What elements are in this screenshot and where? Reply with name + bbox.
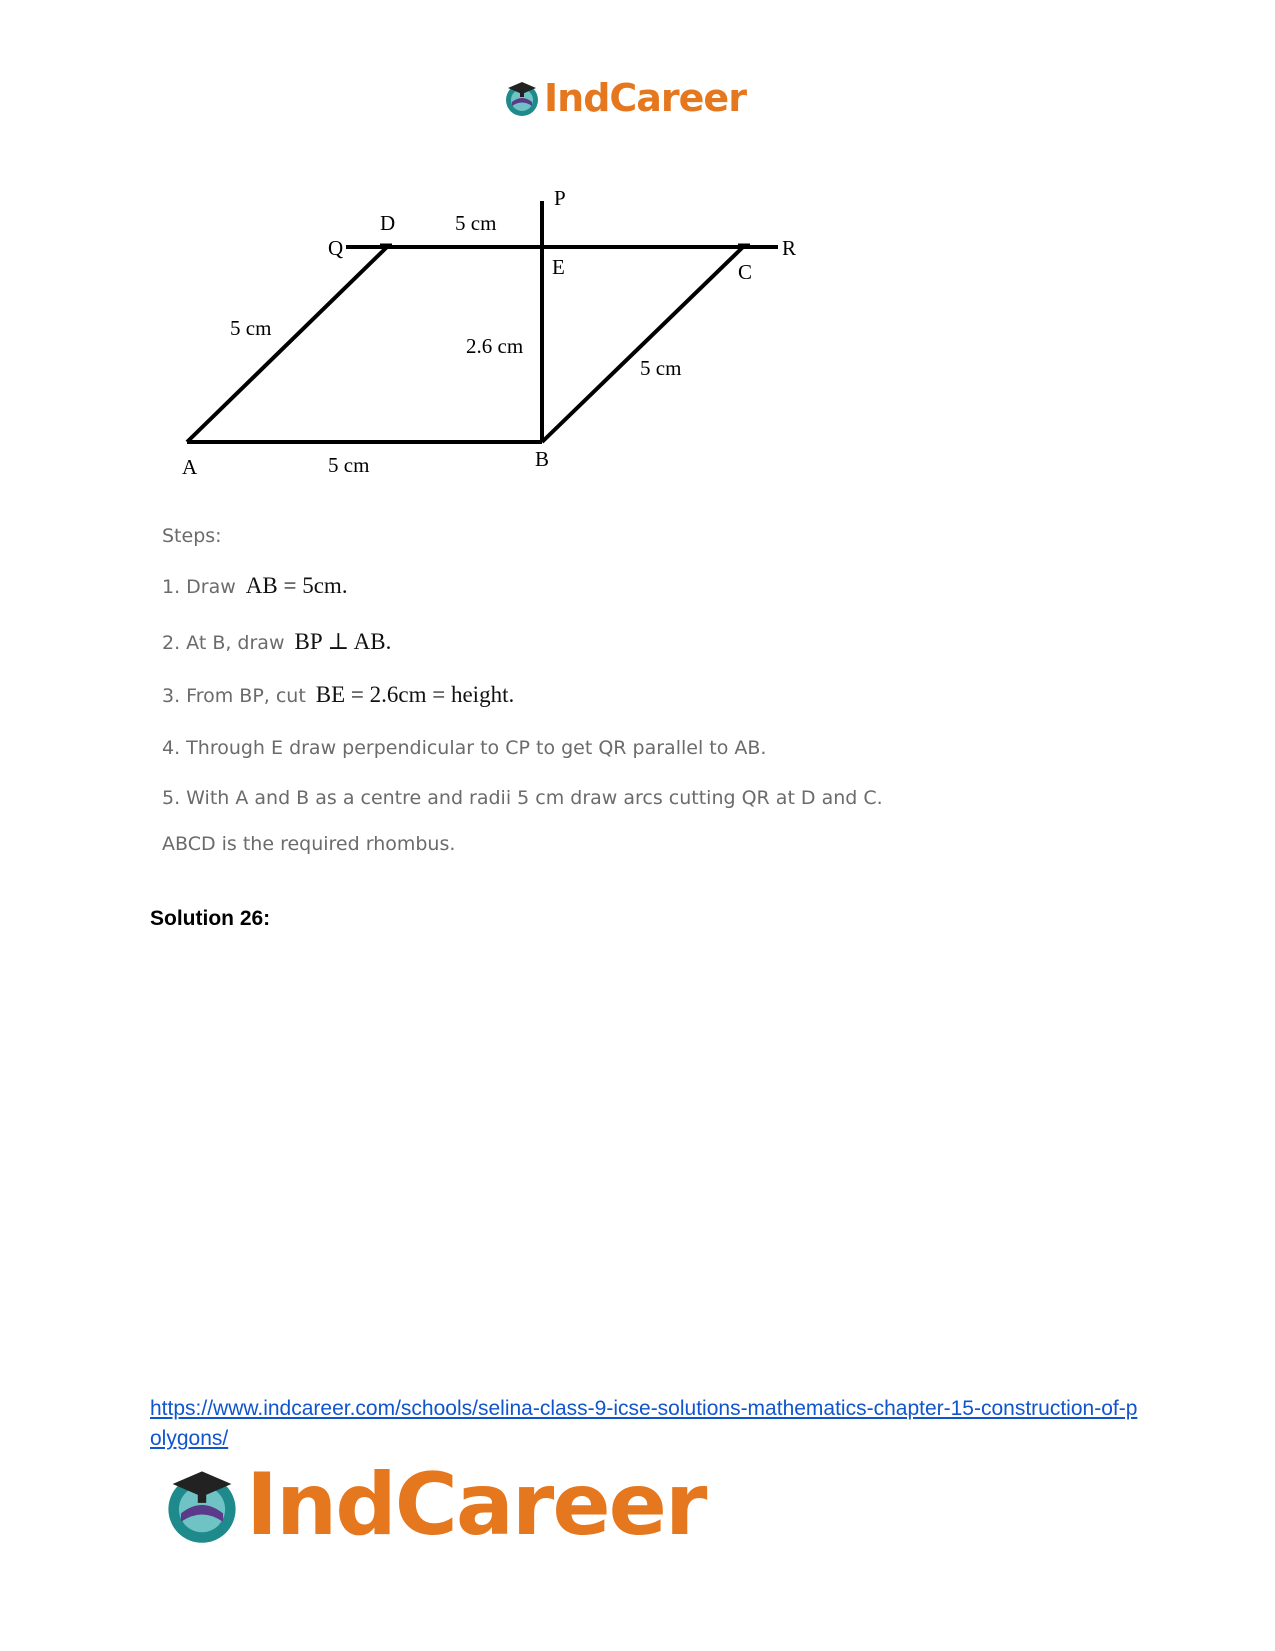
step-3 <box>162 682 514 708</box>
logo-text: IndCareer <box>246 1455 706 1555</box>
label-b: B <box>535 447 550 471</box>
step-2-math: BP ⊥ AB. <box>294 629 392 654</box>
side-ad <box>187 247 387 442</box>
step-1 <box>162 573 348 599</box>
label-e: E <box>552 255 565 279</box>
step-3-text: 3. From BP, cut <box>162 685 306 707</box>
step-3-math: BE = 2.6cm = height. <box>315 682 515 707</box>
label-a: A <box>182 455 198 479</box>
source-link[interactable]: https://www.indcareer.com/schools/selina-class-9-icse-solutions-mathematics-chapter-15-construction-of-polygons/ <box>150 1397 1138 1450</box>
measure-ab: 5 cm <box>328 453 370 477</box>
rhombus-construction-figure <box>160 185 800 485</box>
step-2 <box>162 629 391 655</box>
label-q: Q <box>328 236 344 260</box>
step-1-text: 1. Draw <box>162 576 236 598</box>
header-logo <box>502 78 746 118</box>
step-2-text: 2. At B, draw <box>162 632 285 654</box>
graduation-cap-globe-icon <box>160 1463 244 1547</box>
step-4: 4. Through E draw perpendicular to CP to get QR parallel to AB. <box>162 737 767 759</box>
label-p: P <box>554 186 566 210</box>
steps-heading: Steps: <box>162 525 222 547</box>
solution-heading: Solution 26: <box>150 907 271 930</box>
footer-logo <box>160 1455 706 1555</box>
measure-dc: 5 cm <box>455 211 497 235</box>
label-r: R <box>782 236 797 260</box>
measure-bc: 5 cm <box>640 356 682 380</box>
step-1-math: AB = 5cm. <box>245 573 348 598</box>
graduation-cap-globe-icon <box>502 78 542 118</box>
step-5: 5. With A and B as a centre and radii 5 cm draw arcs cutting QR at D and C. <box>162 787 883 809</box>
label-c: C <box>738 260 753 284</box>
side-bc <box>542 247 743 442</box>
logo-text: IndCareer <box>544 76 746 120</box>
measure-be: 2.6 cm <box>466 334 524 358</box>
label-d: D <box>380 211 396 235</box>
conclusion: ABCD is the required rhombus. <box>162 833 456 855</box>
measure-ad: 5 cm <box>230 316 272 340</box>
